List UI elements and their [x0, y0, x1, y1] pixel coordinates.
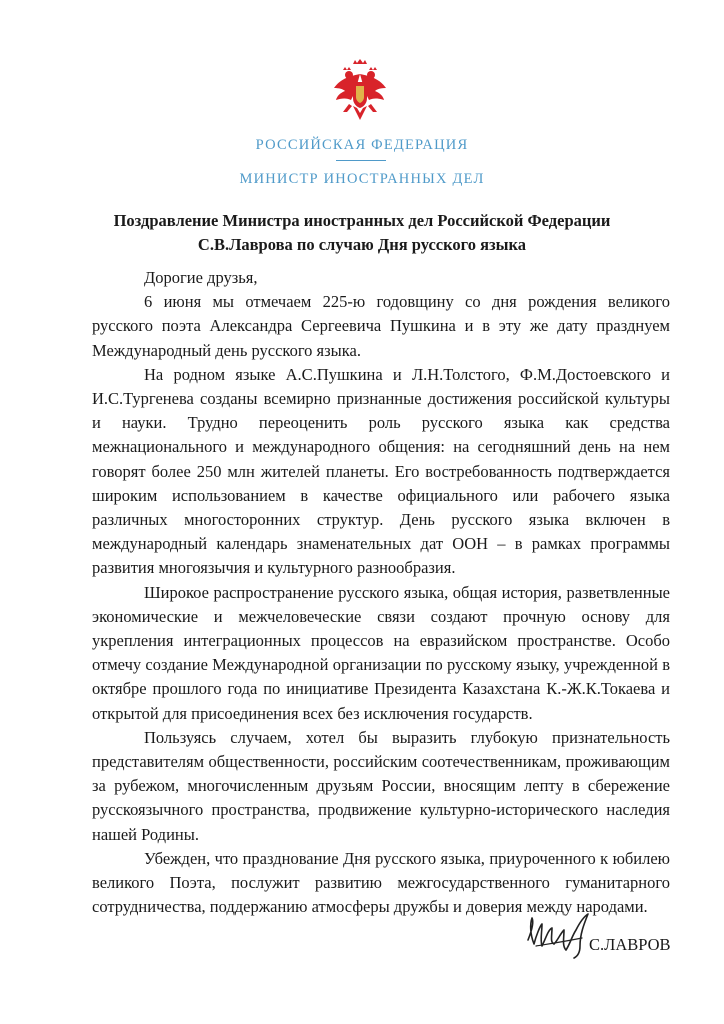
document-title [0, 209, 724, 257]
title-line-1: Поздравление Министра иностранных дел Российской Федерации [113, 211, 611, 230]
salutation: Дорогие друзья, [144, 268, 258, 287]
paragraph: На родном языке А.С.Пушкина и Л.Н.Толстого, Ф.М.Достоевского и И.С.Тургенева созданы всемирно признанные достижения российской культуры и науки. Трудно переоценить роль русского языка как средства межнационального и международного общения: на сегодняшний день на нем говорят более 250 млн жителей планеты. Его востребованность подтверждается широким использованием в качестве официального или рабочего языка различных многосторонних структур. День русского языка включен в международный календарь знаменательных дат ООН – в рамках программы развития многоязычия и культурного разнообразия. [92, 364, 670, 578]
letterhead-divider [336, 160, 386, 161]
letterhead-ministry: МИНИСТР ИНОСТРАННЫХ ДЕЛ [239, 171, 485, 187]
paragraph: Широкое распространение русского языка, общая история, разветвленные экономические и межчеловеческие связи создают прочную основу для укрепления интеграционных процессов на евразийском пространстве. Особо отмечу создание Международной организации по русскому языку, учрежденной в октябре прошлого года по инициативе Президента Казахстана К.-Ж.К.Токаева и открытой для присоединения всех без исключения государств. [92, 582, 670, 723]
paragraph: Пользуясь случаем, хотел бы выразить глубокую признательность представителям общественности, российским соотечественникам, проживающим за рубежом, многочисленным друзьям России, вносящим лепту в сбережение русскоязычного пространства, продвижение культурно-исторического наследия нашей Родины. [92, 727, 670, 844]
letter-body [92, 266, 670, 919]
letterhead-country: РОССИЙСКАЯ ФЕДЕРАЦИЯ [255, 137, 469, 153]
signatory-name: С.ЛАВРОВ [589, 935, 671, 954]
coat-of-arms-icon [331, 58, 389, 122]
paragraph: 6 июня мы отмечаем 225-ю годовщину со дня рождения великого русского поэта Александра Сергеевича Пушкина и в эту же дату празднуем Международный день русского языка. [92, 292, 670, 360]
paragraph: Убежден, что празднование Дня русского языка, приуроченного к юбилею великого Поэта, послужит развитию межгосударственного гуманитарного сотрудничества, поддержанию атмосферы дружбы и доверия между народами. [92, 848, 670, 917]
title-line-2: С.В.Лаврова по случаю Дня русского языка [197, 235, 527, 254]
